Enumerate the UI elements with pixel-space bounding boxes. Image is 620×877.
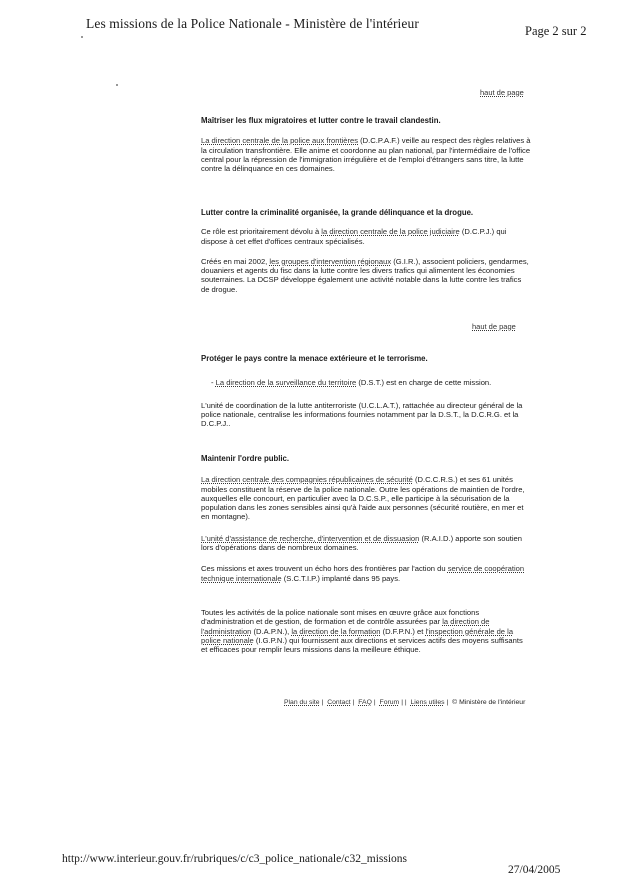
section-migration bbox=[201, 116, 531, 173]
sctip-link[interactable]: service de coopération technique internationale bbox=[201, 564, 525, 583]
section-criminality bbox=[201, 208, 531, 294]
section-terrorism bbox=[201, 354, 531, 428]
section-heading: Maintenir l'ordre public. bbox=[201, 454, 290, 463]
footer-links-link[interactable]: Liens utiles bbox=[410, 699, 445, 706]
igpn-link[interactable]: l'inspection générale de la police nationale bbox=[201, 626, 514, 645]
paragraph: La direction centrale des compagnies républicaines de sécurité (D.C.C.R.S.) et ses 61 unités mobiles constituent la réserve de la police nationale. Outre les opérations de maintien de l'ordre, auxquelles elle concourt, en particulier avec la D.C.S.P., elle participe à la sécurisation de la population dans les zones sensibles ainsi qu'à l'aide aux personnes (sécurité routière, en mer et en montagne). bbox=[201, 475, 525, 522]
dcpaf-link[interactable]: La direction centrale de la police aux frontières bbox=[201, 136, 359, 146]
dapn-link[interactable]: la direction de l'administration bbox=[201, 617, 490, 636]
dccrs-link[interactable]: La direction centrale des compagnies républicaines de sécurité bbox=[201, 475, 413, 485]
dcpj-link[interactable]: la direction centrale de la police judiciaire bbox=[321, 227, 460, 237]
print-date: 27/04/2005 bbox=[508, 864, 561, 876]
source-url: http://www.interieur.gouv.fr/rubriques/c/c3_police_nationale/c32_missions bbox=[62, 853, 408, 865]
dst-link[interactable]: La direction de la surveillance du territoire bbox=[215, 378, 357, 388]
dfpn-link[interactable]: la direction de la formation bbox=[291, 626, 381, 636]
paragraph: Ce rôle est prioritairement dévolu à la direction centrale de la police judiciaire (D.C.P.J.) qui dispose à cet effet d'offices centraux spécialisés. bbox=[201, 227, 507, 246]
back-to-top-link[interactable]: haut de page bbox=[480, 88, 524, 97]
back-to-top-link[interactable]: haut de page bbox=[472, 322, 516, 331]
paragraph: La direction centrale de la police aux frontières (D.C.P.A.F.) veille au respect des règles relatives à la circulation transfrontière. Elle anime et coordonne au plan national, par l'intermédiaire de l'office central pour la répression de l'immigration irrégulière et de l'emploi d'étrangers sans titre, la lutte contre la délinquance en ces domaines. bbox=[201, 136, 531, 174]
page-number: Page 2 sur 2 bbox=[525, 24, 587, 38]
footer-faq-link[interactable]: FAQ bbox=[358, 699, 372, 706]
closing-paragraph: Toutes les activités de la police nationale sont mises en œuvre grâce aux fonctions d'administration et de gestion, de formation et de contrôle assurées par la direction de l'administration (D.A.P.N.), la direction de la formation (D.F.P.N.) et l'inspection générale de la police nationale (I.G.P.N.) qui fournissent aux directions et services actifs des moyens suffisants et efficaces pour remplir leurs missions dans la meilleure éthique. bbox=[201, 608, 523, 655]
footer-sitemap-link[interactable]: Plan du site bbox=[284, 699, 320, 706]
gir-link[interactable]: les groupes d'intervention régionaux bbox=[269, 256, 392, 266]
section-heading: Maîtriser les flux migratoires et lutter contre le travail clandestin. bbox=[201, 116, 441, 125]
section-heading: Lutter contre la criminalité organisée, la grande délinquance et la drogue. bbox=[201, 208, 474, 217]
footer-copyright: © Ministère de l'intérieur bbox=[452, 699, 526, 706]
scan-dot bbox=[81, 36, 83, 38]
paragraph: - La direction de la surveillance du territoire (D.S.T.) est en charge de cette mission. bbox=[211, 378, 492, 388]
section-heading: Protéger le pays contre la menace extérieure et le terrorisme. bbox=[201, 354, 428, 363]
paragraph: Ces missions et axes trouvent un écho hors des frontières par l'action du service de coopération technique internationale (S.C.T.I.P.) implanté dans 95 pays. bbox=[201, 564, 525, 583]
raid-link[interactable]: L'unité d'assistance de recherche, d'intervention et de dissuasion bbox=[201, 533, 420, 543]
paragraph: Créés en mai 2002, les groupes d'intervention régionaux (G.I.R.), associent policiers, gendarmes, douaniers et agents du fisc dans la lutte contre les divers trafics qui alimentent les économies souterraines. La DCSP développe également une activité notable dans la lutte contre les trafics de drogue. bbox=[201, 256, 529, 294]
footer-forum-link[interactable]: Forum bbox=[379, 699, 400, 706]
section-public-order bbox=[201, 454, 531, 583]
paragraph: L'unité de coordination de la lutte antiterroriste (U.C.L.A.T.), rattachée au directeur général de la police nationale, centralise les informations fournies notamment par la D.S.T., la D.C.R.G. et la D.C.P.J.. bbox=[201, 400, 523, 429]
footer-contact-link[interactable]: Contact bbox=[327, 699, 351, 706]
site-footer: Plan du site | Contact | FAQ | Forum | | Liens utiles | © Ministère de l'intérieur bbox=[284, 699, 526, 706]
document-title: Les missions de la Police Nationale - Ministère de l'intérieur bbox=[86, 16, 419, 31]
paragraph: L'unité d'assistance de recherche, d'intervention et de dissuasion (R.A.I.D.) apporte son soutien lors d'opérations dans de nombreux domaines. bbox=[201, 533, 522, 553]
scan-dot bbox=[116, 84, 118, 86]
